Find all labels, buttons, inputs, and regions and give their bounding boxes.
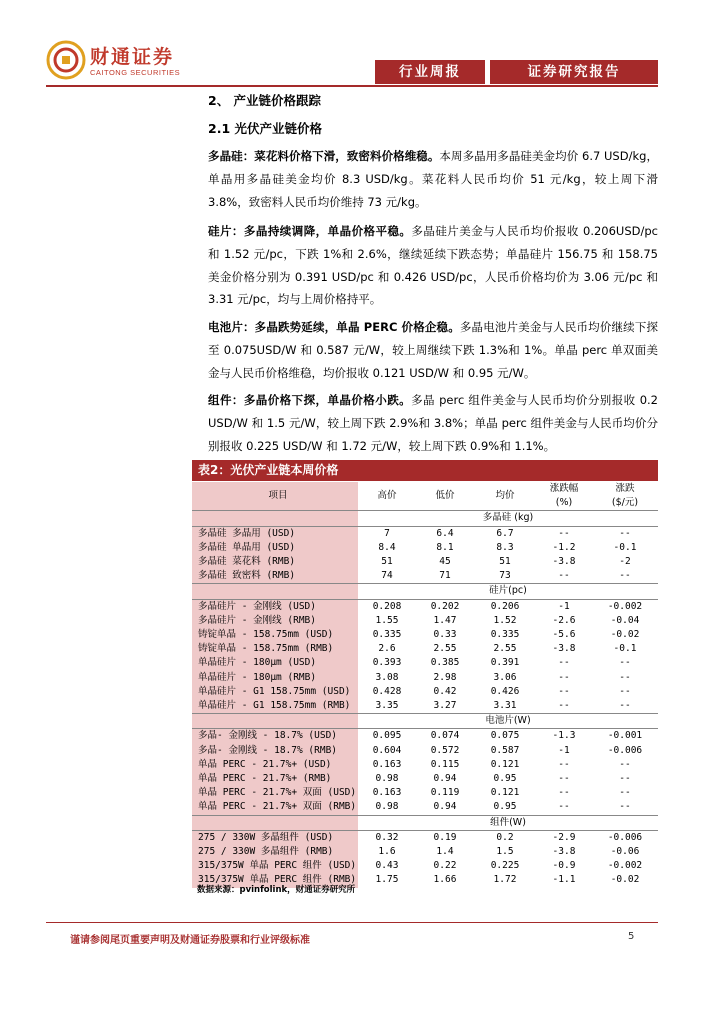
table-cell: 1.6 xyxy=(378,846,396,858)
table-cell: 2.55 xyxy=(493,643,517,655)
logo-mark-icon xyxy=(46,40,86,80)
col-header-item: 项目 xyxy=(192,482,358,511)
footer-divider xyxy=(46,922,658,923)
table-row xyxy=(192,671,658,685)
section-label-cell xyxy=(192,815,358,830)
table-row xyxy=(192,569,658,584)
table-cell: -5.6 xyxy=(552,629,576,641)
table-cell: -0.006 xyxy=(607,831,643,843)
table-cell: 2.6 xyxy=(378,643,396,655)
table-cell: 0.119 xyxy=(430,787,460,799)
table-cell: 单晶 PERC - 21.7%+ (USD) xyxy=(192,758,358,772)
table-cell: -3.8 xyxy=(552,556,576,568)
table-cell: 单晶 PERC - 21.7%+ 双面 (RMB) xyxy=(192,800,358,815)
table-cell: 单晶硅片 - G1 158.75mm (RMB) xyxy=(192,699,358,714)
table-title: 表2：光伏产业链本周价格 xyxy=(192,460,658,481)
table-cell: -- xyxy=(558,527,570,539)
table-cell: 0.572 xyxy=(430,744,460,756)
table-cell: 0.94 xyxy=(433,801,457,813)
table-row xyxy=(192,786,658,800)
table-cell: 0.42 xyxy=(433,685,457,697)
table-cell: 多晶硅片 - 金刚线 (USD) xyxy=(192,599,358,614)
section-label-cell xyxy=(192,511,358,526)
col-header-change-pct: 涨跌幅 (%) xyxy=(549,483,579,509)
table-cell: -1.3 xyxy=(552,730,576,742)
table-cell: -- xyxy=(558,773,570,785)
table-cell: 315/375W 单晶 PERC 组件 (USD) xyxy=(192,859,358,873)
table-cell: 275 / 330W 多晶组件 (RMB) xyxy=(192,845,358,859)
table-cell: 1.55 xyxy=(375,614,399,626)
paragraph-lead: 组件：多晶价格下探，单晶价格小跌。 xyxy=(208,393,412,407)
col-header-avg: 均价 xyxy=(495,490,515,502)
table-cell: 0.391 xyxy=(490,657,520,669)
section-label-cell xyxy=(192,584,358,599)
table-cell: 1.72 xyxy=(493,874,517,886)
table-cell: -- xyxy=(619,758,631,770)
table-row xyxy=(192,614,658,628)
table-cell: 0.163 xyxy=(372,758,402,770)
table-cell: -- xyxy=(558,787,570,799)
table-cell: 0.208 xyxy=(372,600,402,612)
table-cell: 多晶硅片 - 金刚线 (RMB) xyxy=(192,614,358,628)
table-cell: -0.001 xyxy=(607,730,643,742)
table-cell: 多晶硅 致密料 (RMB) xyxy=(192,569,358,584)
table-row xyxy=(192,800,658,815)
table-cell: -1.1 xyxy=(552,874,576,886)
table-section-row xyxy=(192,584,658,599)
table-row xyxy=(192,642,658,656)
table-cell: -- xyxy=(558,801,570,813)
table-cell: 铸锭单晶 - 158.75mm (USD) xyxy=(192,628,358,642)
paragraph-polysilicon xyxy=(208,145,658,213)
paragraph-module xyxy=(208,389,658,457)
table-section-row xyxy=(192,714,658,729)
table-cell: 1.5 xyxy=(496,846,514,858)
table-cell: -- xyxy=(619,570,631,582)
table-cell: -3.8 xyxy=(552,643,576,655)
table-cell: -- xyxy=(619,773,631,785)
section-name: 电池片(W) xyxy=(358,714,658,729)
table-row xyxy=(192,845,658,859)
table-cell: 74 xyxy=(381,570,393,582)
table-cell: 铸锭单晶 - 158.75mm (RMB) xyxy=(192,642,358,656)
table-cell: 0.121 xyxy=(490,758,520,770)
table-cell: 3.27 xyxy=(433,700,457,712)
table-cell: 7 xyxy=(384,527,390,539)
table-row xyxy=(192,699,658,714)
table-cell: -0.006 xyxy=(607,744,643,756)
table-row xyxy=(192,555,658,569)
paragraph-lead: 电池片：多晶跌势延续，单晶 PERC 价格企稳。 xyxy=(208,320,460,334)
paragraph-text: 多晶硅片美金与人民币均价报收 0.206USD/pc 和 1.52 元/pc，下跌 1%和 2.6%，继续延续下跌态势；单晶硅片 156.75 和 158.75 美金价格分别为 0.391 USD/pc 和 0.426 USD/pc，人民币价格均价为 3.06 元/pc 和 3.31 元/pc，均与上周价格持平。 xyxy=(208,224,658,307)
table-cell: 3.35 xyxy=(375,700,399,712)
table-cell: -- xyxy=(558,700,570,712)
table-cell: 2.98 xyxy=(433,671,457,683)
paragraph-lead: 硅片：多晶持续调降，单晶价格平稳。 xyxy=(208,224,412,238)
table-cell: -0.04 xyxy=(610,614,640,626)
table-cell: 0.428 xyxy=(372,685,402,697)
table-cell: 6.7 xyxy=(496,527,514,539)
table-cell: -0.02 xyxy=(610,874,640,886)
table-cell: 0.121 xyxy=(490,787,520,799)
table-cell: 单晶 PERC - 21.7%+ 双面 (USD) xyxy=(192,786,358,800)
table-cell: 8.3 xyxy=(496,541,514,553)
col-header-high: 高价 xyxy=(377,490,397,502)
table-cell: 单晶硅片 - G1 158.75mm (USD) xyxy=(192,685,358,699)
table-cell: -- xyxy=(619,700,631,712)
table-cell: -0.02 xyxy=(610,629,640,641)
table-cell: 8.1 xyxy=(436,541,454,553)
table-cell: 0.95 xyxy=(493,801,517,813)
table-cell: 0.32 xyxy=(375,831,399,843)
table-cell: -0.1 xyxy=(613,643,637,655)
table-cell: 0.94 xyxy=(433,773,457,785)
table-cell: 0.335 xyxy=(490,629,520,641)
table-section-row xyxy=(192,511,658,526)
table-cell: 71 xyxy=(439,570,451,582)
table-row xyxy=(192,541,658,555)
table-cell: 多晶硅 多晶用 (USD) xyxy=(192,526,358,541)
table-cell: 多晶硅 菜花料 (RMB) xyxy=(192,555,358,569)
table-cell: 多晶- 金刚线 - 18.7% (USD) xyxy=(192,729,358,744)
table-cell: 2.55 xyxy=(433,643,457,655)
col-header-change-abs: 涨跌 ($/元) xyxy=(611,483,639,509)
table-cell: 1.66 xyxy=(433,874,457,886)
table-cell: 0.095 xyxy=(372,730,402,742)
table-cell: 1.4 xyxy=(436,846,454,858)
table-cell: -1 xyxy=(558,600,570,612)
paragraph-wafer xyxy=(208,220,658,311)
table-cell: 45 xyxy=(439,556,451,568)
table-cell: 6.4 xyxy=(436,527,454,539)
table-cell: 0.335 xyxy=(372,629,402,641)
table-cell: -1 xyxy=(558,744,570,756)
table-cell: 0.98 xyxy=(375,801,399,813)
table-cell: -2 xyxy=(619,556,631,568)
table-cell: -- xyxy=(619,657,631,669)
table-row xyxy=(192,758,658,772)
table-cell: 0.604 xyxy=(372,744,402,756)
table-cell: -0.002 xyxy=(607,600,643,612)
paragraph-text: 本周多晶用多晶硅美金均价 6.7 USD/kg，单晶用多晶硅美金均价 8.3 USD/kg。菜花料人民币均价 51 元/kg，较上周下滑 3.8%，致密料人民币均价维持 73 元/kg。 xyxy=(208,149,658,209)
table-cell: 3.31 xyxy=(493,700,517,712)
table-cell: -- xyxy=(558,570,570,582)
table-cell: 0.206 xyxy=(490,600,520,612)
table-cell: 1.75 xyxy=(375,874,399,886)
table-row xyxy=(192,685,658,699)
table-cell: 0.074 xyxy=(430,730,460,742)
table-cell: 多晶硅 单晶用 (USD) xyxy=(192,541,358,555)
section-name: 组件(W) xyxy=(358,815,658,830)
table-row xyxy=(192,744,658,758)
footer-disclaimer: 谨请参阅尾页重要声明及财通证券股票和行业评级标准 xyxy=(70,935,310,946)
table-cell: 0.33 xyxy=(433,629,457,641)
table-cell: 0.2 xyxy=(496,831,514,843)
page-number: 5 xyxy=(628,931,635,942)
table-cell: -- xyxy=(558,657,570,669)
table-cell: -- xyxy=(558,671,570,683)
table-cell: 单晶 PERC - 21.7%+ (RMB) xyxy=(192,772,358,786)
table-cell: -2.6 xyxy=(552,614,576,626)
report-category-tab: 证券研究报告 xyxy=(490,60,658,84)
table-cell: -- xyxy=(619,787,631,799)
table-cell: 315/375W 单晶 PERC 组件 (RMB) xyxy=(192,873,358,887)
report-type-tab: 行业周报 xyxy=(375,60,485,84)
table-cell: 0.225 xyxy=(490,860,520,872)
paragraph-lead: 多晶硅：菜花料价格下滑，致密料价格维稳。 xyxy=(208,149,440,163)
table-cell: 0.22 xyxy=(433,860,457,872)
table-cell: -2.9 xyxy=(552,831,576,843)
table-row xyxy=(192,656,658,670)
table-cell: 1.47 xyxy=(433,614,457,626)
table-cell: 单晶硅片 - 180μm (RMB) xyxy=(192,671,358,685)
table-cell: 0.393 xyxy=(372,657,402,669)
section-name: 硅片(pc) xyxy=(358,584,658,599)
table-cell: 0.98 xyxy=(375,773,399,785)
table-cell: 0.95 xyxy=(493,773,517,785)
table-cell: -- xyxy=(558,758,570,770)
section-label-cell xyxy=(192,714,358,729)
table-cell: -1.2 xyxy=(552,541,576,553)
table-header-row xyxy=(192,482,658,511)
col-header-low: 低价 xyxy=(435,490,455,502)
table-cell: -- xyxy=(619,527,631,539)
table-cell: -- xyxy=(619,801,631,813)
price-table xyxy=(192,482,658,888)
table-cell: 8.4 xyxy=(378,541,396,553)
table-cell: 73 xyxy=(499,570,511,582)
table-cell: -0.002 xyxy=(607,860,643,872)
logo-name-cn: 财通证券 xyxy=(90,46,175,68)
table-row xyxy=(192,859,658,873)
table-cell: 3.06 xyxy=(493,671,517,683)
table-cell: 3.08 xyxy=(375,671,399,683)
table-cell: 0.19 xyxy=(433,831,457,843)
table-cell: -0.06 xyxy=(610,846,640,858)
table-row xyxy=(192,526,658,541)
section-heading: 2、 产业链价格跟踪 xyxy=(208,93,322,108)
table-cell: 0.075 xyxy=(490,730,520,742)
table-cell: -- xyxy=(619,685,631,697)
table-source: 数据来源：pvinfolink，财通证券研究所 xyxy=(197,885,356,895)
table-section-row xyxy=(192,815,658,830)
table-cell: -3.8 xyxy=(552,846,576,858)
table-cell: 0.43 xyxy=(375,860,399,872)
table-row xyxy=(192,729,658,744)
table-cell: 0.385 xyxy=(430,657,460,669)
table-cell: -- xyxy=(619,671,631,683)
table-cell: 0.587 xyxy=(490,744,520,756)
table-cell: -0.9 xyxy=(552,860,576,872)
header-divider xyxy=(46,85,658,87)
paragraph-text: 多晶电池片美金与人民币均价继续下探至 0.075USD/W 和 0.587 元/W，较上周继续下跌 1.3%和 1%。单晶 perc 单双面美金与人民币价格维稳，均价报收 0.121 USD/W 和 0.95 元/W。 xyxy=(208,320,658,380)
table-cell: 51 xyxy=(499,556,511,568)
subsection-heading: 2.1 光伏产业链价格 xyxy=(208,121,322,136)
table-cell: 0.426 xyxy=(490,685,520,697)
company-logo xyxy=(46,40,246,85)
table-row xyxy=(192,772,658,786)
table-cell: 0.202 xyxy=(430,600,460,612)
table-cell: -- xyxy=(558,685,570,697)
table-cell: 51 xyxy=(381,556,393,568)
table-row xyxy=(192,830,658,845)
table-cell: 1.52 xyxy=(493,614,517,626)
logo-name-en: CAITONG SECURITIES xyxy=(90,68,181,77)
paragraph-cell xyxy=(208,316,658,384)
table-row xyxy=(192,599,658,614)
table-cell: 单晶硅片 - 180μm (USD) xyxy=(192,656,358,670)
table-cell: 0.115 xyxy=(430,758,460,770)
table-row xyxy=(192,628,658,642)
section-name: 多晶硅 (kg) xyxy=(358,511,658,526)
table-cell: -0.1 xyxy=(613,541,637,553)
table-cell: 275 / 330W 多晶组件 (USD) xyxy=(192,830,358,845)
paragraph-text: 多晶 perc 组件美金与人民币均价分别报收 0.2 USD/W 和 1.5 元/W，较上周下跌 2.9%和 3.8%；单晶 perc 组件美金与人民币均价分别报收 0.225 USD/W 和 1.72 元/W，较上周下跌 0.9%和 1.1%。 xyxy=(208,393,658,453)
table-cell: 多晶- 金刚线 - 18.7% (RMB) xyxy=(192,744,358,758)
table-cell: 0.163 xyxy=(372,787,402,799)
